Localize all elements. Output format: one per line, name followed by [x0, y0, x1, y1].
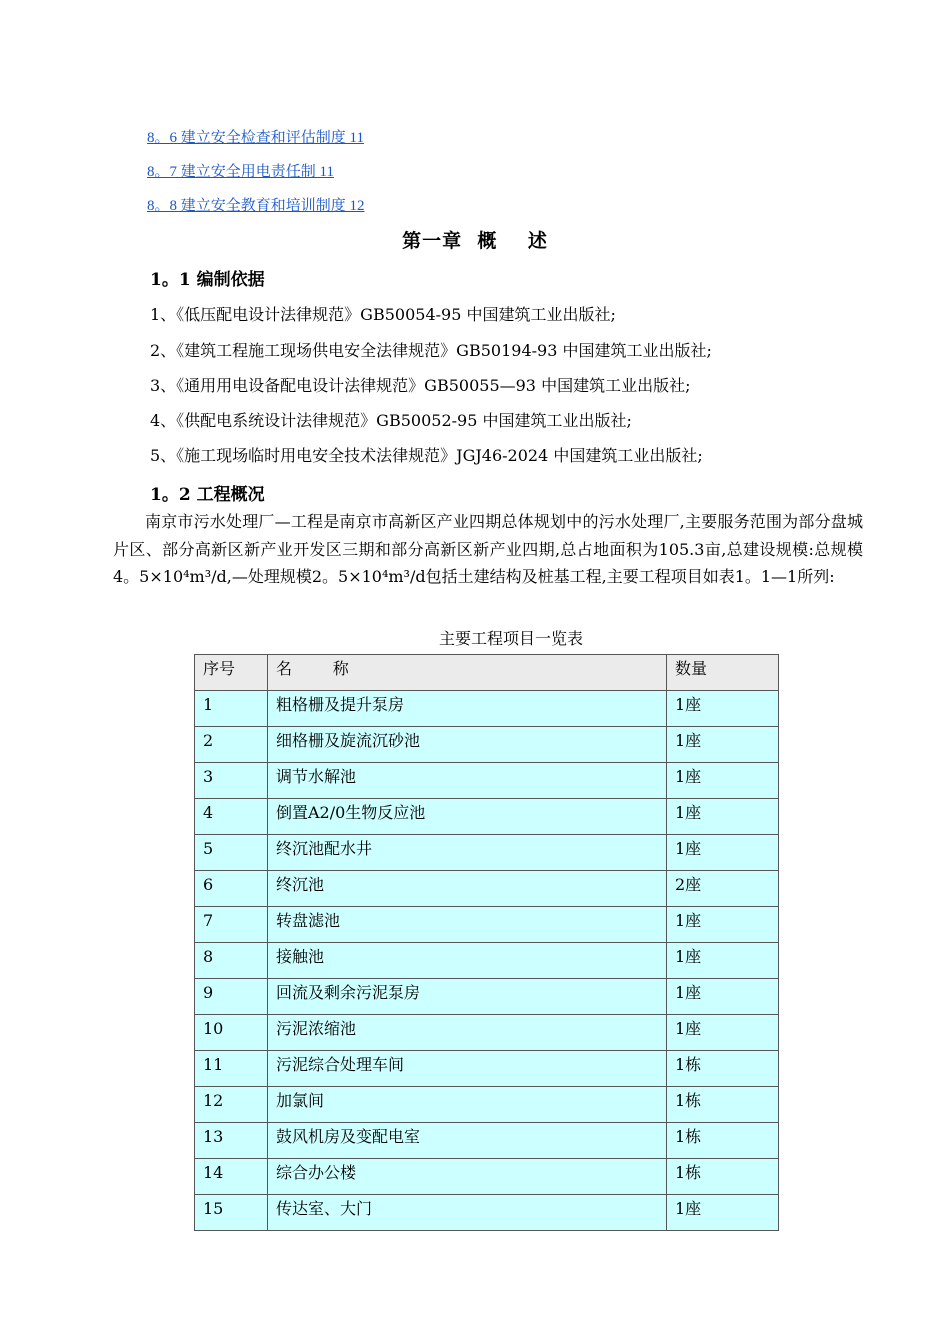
cell-quantity: 1座: [667, 943, 779, 979]
table-row: [195, 1087, 779, 1123]
table-row: [195, 1195, 779, 1231]
cell-index: 13: [195, 1123, 268, 1159]
cell-quantity: 1座: [667, 799, 779, 835]
cell-name: 回流及剩余污泥泵房: [268, 979, 667, 1015]
header-index: 序号: [195, 655, 268, 691]
cell-index: 1: [195, 691, 268, 727]
cell-quantity: 1座: [667, 763, 779, 799]
cell-name: 调节水解池: [268, 763, 667, 799]
table-header-row: [195, 655, 779, 691]
cell-index: 9: [195, 979, 268, 1015]
project-table: [194, 654, 779, 1231]
cell-index: 3: [195, 763, 268, 799]
cell-quantity: 1栋: [667, 1087, 779, 1123]
table-row: [195, 763, 779, 799]
reference-item-1: 1、《低压配电设计法律规范》GB50054-95 中国建筑工业出版社;: [150, 305, 616, 324]
cell-quantity: 1座: [667, 727, 779, 763]
cell-name: 接触池: [268, 943, 667, 979]
reference-item-5: 5、《施工现场临时用电安全技术法律规范》JGJ46-2024 中国建筑工业出版社;: [150, 446, 703, 465]
cell-index: 8: [195, 943, 268, 979]
cell-name: 细格栅及旋流沉砂池: [268, 727, 667, 763]
table-row: [195, 1159, 779, 1195]
cell-index: 7: [195, 907, 268, 943]
reference-item-2: 2、《建筑工程施工现场供电安全法律规范》GB50194-93 中国建筑工业出版社;: [150, 341, 712, 360]
cell-quantity: 1座: [667, 1015, 779, 1051]
table-row: [195, 979, 779, 1015]
section-heading-overview: 1。2 工程概况: [150, 485, 265, 505]
toc-link-8-7[interactable]: 8。7 建立安全用电责任制 11: [147, 164, 334, 180]
cell-name: 粗格栅及提升泵房: [268, 691, 667, 727]
cell-name: 污泥浓缩池: [268, 1015, 667, 1051]
header-name: 名 称: [268, 655, 667, 691]
cell-index: 14: [195, 1159, 268, 1195]
cell-quantity: 2座: [667, 871, 779, 907]
table-row: [195, 1051, 779, 1087]
cell-index: 5: [195, 835, 268, 871]
cell-index: 6: [195, 871, 268, 907]
cell-name: 鼓风机房及变配电室: [268, 1123, 667, 1159]
cell-quantity: 1栋: [667, 1159, 779, 1195]
reference-item-3: 3、《通用用电设备配电设计法律规范》GB50055—93 中国建筑工业出版社;: [150, 376, 691, 395]
cell-quantity: 1座: [667, 691, 779, 727]
table-row: [195, 799, 779, 835]
table-row: [195, 727, 779, 763]
table-row: [195, 871, 779, 907]
cell-name: 综合办公楼: [268, 1159, 667, 1195]
table-row: [195, 835, 779, 871]
table-row: [195, 1015, 779, 1051]
toc-link-8-8[interactable]: 8。8 建立安全教育和培训制度 12: [147, 198, 365, 214]
header-quantity: 数量: [667, 655, 779, 691]
overview-paragraph: 南京市污水处理厂—工程是南京市高新区产业四期总体规划中的污水处理厂,主要服务范围为部分盘城片区、部分高新区新产业开发区三期和部分高新区新产业四期,总占地面积为105.3亩,总建设规模:总规模4。5×10⁴m³/d,—处理规模2。5×10⁴m³/d包括土建结构及桩基工程,主要工程项目如表1。1—1所列:: [113, 512, 863, 586]
cell-quantity: 1座: [667, 835, 779, 871]
cell-name: 加氯间: [268, 1087, 667, 1123]
cell-quantity: 1栋: [667, 1123, 779, 1159]
cell-name: 倒置A2/0生物反应池: [268, 799, 667, 835]
section-heading-basis: 1。1 编制依据: [150, 270, 265, 290]
table-row: [195, 943, 779, 979]
cell-quantity: 1座: [667, 1195, 779, 1231]
cell-index: 4: [195, 799, 268, 835]
table-row: [195, 1123, 779, 1159]
table-caption: 主要工程项目一览表: [438, 629, 583, 648]
cell-name: 传达室、大门: [268, 1195, 667, 1231]
cell-index: 15: [195, 1195, 268, 1231]
cell-name: 污泥综合处理车间: [268, 1051, 667, 1087]
cell-quantity: 1栋: [667, 1051, 779, 1087]
reference-item-4: 4、《供配电系统设计法律规范》GB50052-95 中国建筑工业出版社;: [150, 411, 632, 430]
cell-name: 终沉池: [268, 871, 667, 907]
cell-index: 11: [195, 1051, 268, 1087]
cell-quantity: 1座: [667, 979, 779, 1015]
cell-index: 2: [195, 727, 268, 763]
table-row: [195, 907, 779, 943]
cell-quantity: 1座: [667, 907, 779, 943]
chapter-title: 第一章 概 述: [402, 230, 548, 252]
cell-index: 12: [195, 1087, 268, 1123]
table-row: [195, 691, 779, 727]
cell-name: 终沉池配水井: [268, 835, 667, 871]
toc-link-8-6[interactable]: 8。6 建立安全检查和评估制度 11: [147, 130, 364, 146]
cell-index: 10: [195, 1015, 268, 1051]
cell-name: 转盘滤池: [268, 907, 667, 943]
